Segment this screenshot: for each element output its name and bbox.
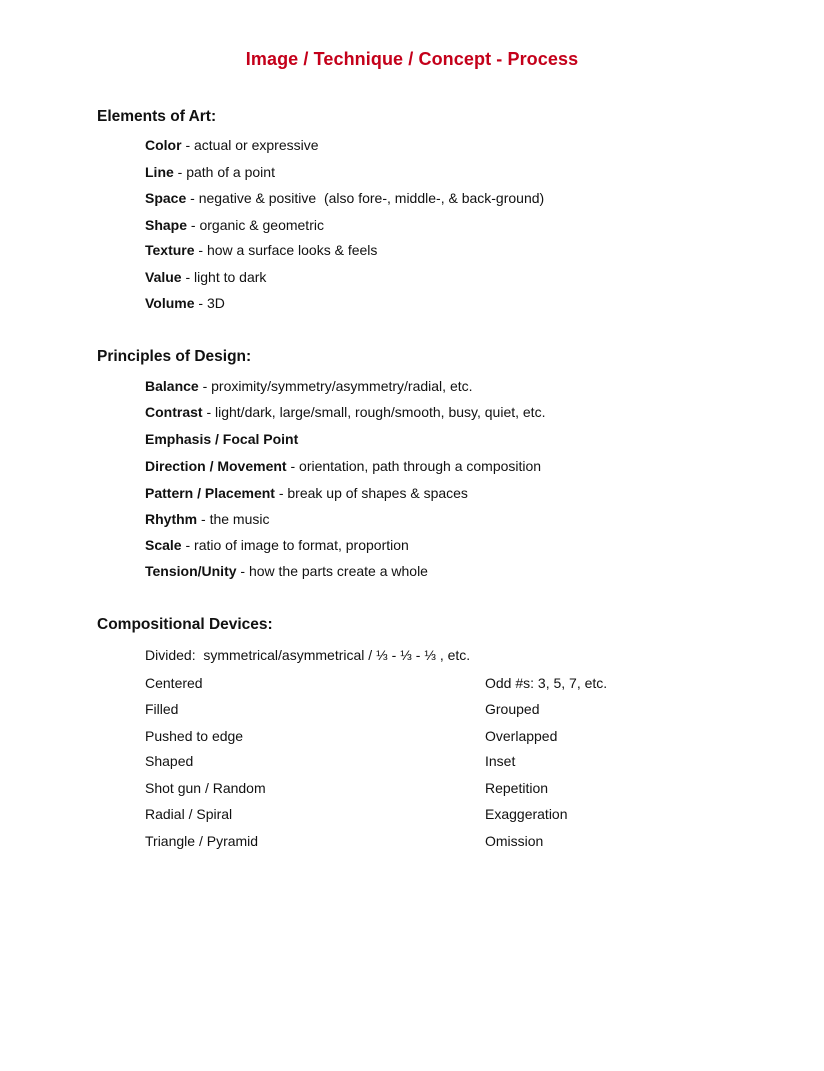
list-item [145, 377, 473, 395]
description: - orientation, path through a composition [286, 458, 542, 474]
term: Value [145, 269, 182, 285]
device-left-item: Shot gun / Random [145, 780, 266, 796]
term: Color [145, 137, 182, 153]
device-left-item: Centered [145, 675, 203, 691]
term: Volume [145, 295, 195, 311]
list-item [145, 536, 409, 554]
description: - how the parts create a whole [236, 563, 428, 579]
term: Pattern / Placement [145, 485, 275, 501]
term: Scale [145, 537, 182, 553]
list-item [145, 241, 377, 259]
divided-line: Divided: symmetrical/asymmetrical / ⅓ - ⅓ - ⅓ , etc. [145, 647, 471, 663]
device-left-item: Filled [145, 701, 179, 717]
description: - negative & positive (also fore-, middle-, & back-ground) [186, 190, 545, 206]
description: - light to dark [181, 269, 267, 285]
device-right-item: Inset [485, 753, 516, 769]
term: Contrast [145, 404, 203, 420]
description: - how a surface looks & feels [194, 242, 378, 258]
device-right-item: Omission [485, 833, 544, 849]
list-item [145, 216, 324, 234]
device-left-item: Shaped [145, 753, 194, 769]
device-left-item: Pushed to edge [145, 728, 244, 744]
term: Emphasis / Focal Point [145, 431, 299, 447]
elements-of-art-heading: Elements of Art: [97, 108, 217, 125]
term: Texture [145, 242, 195, 258]
list-item [145, 484, 468, 502]
device-right-item: Odd #s: 3, 5, 7, etc. [485, 675, 608, 691]
list-item [145, 189, 544, 207]
description: - light/dark, large/small, rough/smooth, busy, quiet, etc. [202, 404, 546, 420]
device-right-item: Grouped [485, 701, 540, 717]
description: - ratio of image to format, proportion [181, 537, 409, 553]
device-right-item: Overlapped [485, 728, 558, 744]
description: - proximity/symmetry/asymmetry/radial, etc. [198, 378, 473, 394]
compositional-devices-heading: Compositional Devices: [97, 616, 273, 633]
term: Line [145, 164, 174, 180]
term: Direction / Movement [145, 458, 287, 474]
device-right-item: Exaggeration [485, 806, 568, 822]
list-item [145, 510, 269, 528]
list-item [145, 457, 541, 475]
list-item [145, 562, 428, 580]
list-item [145, 430, 298, 448]
description: - the music [197, 511, 270, 527]
description: - organic & geometric [187, 217, 324, 233]
device-left-item: Triangle / Pyramid [145, 833, 259, 849]
list-item [145, 136, 319, 154]
description: - path of a point [173, 164, 275, 180]
term: Rhythm [145, 511, 198, 527]
description: - break up of shapes & spaces [274, 485, 468, 501]
term: Tension/Unity [145, 563, 237, 579]
list-item [145, 268, 266, 286]
description: - actual or expressive [181, 137, 319, 153]
term: Shape [145, 217, 188, 233]
description: - 3D [194, 295, 225, 311]
principles-of-design-heading: Principles of Design: [97, 348, 252, 365]
term: Balance [145, 378, 199, 394]
document-title: Image / Technique / Concept - Process [245, 49, 579, 69]
list-item [145, 294, 225, 312]
list-item [145, 163, 275, 181]
device-right-item: Repetition [485, 780, 549, 796]
term: Space [145, 190, 187, 206]
device-left-item: Radial / Spiral [145, 806, 233, 822]
list-item [145, 403, 545, 421]
